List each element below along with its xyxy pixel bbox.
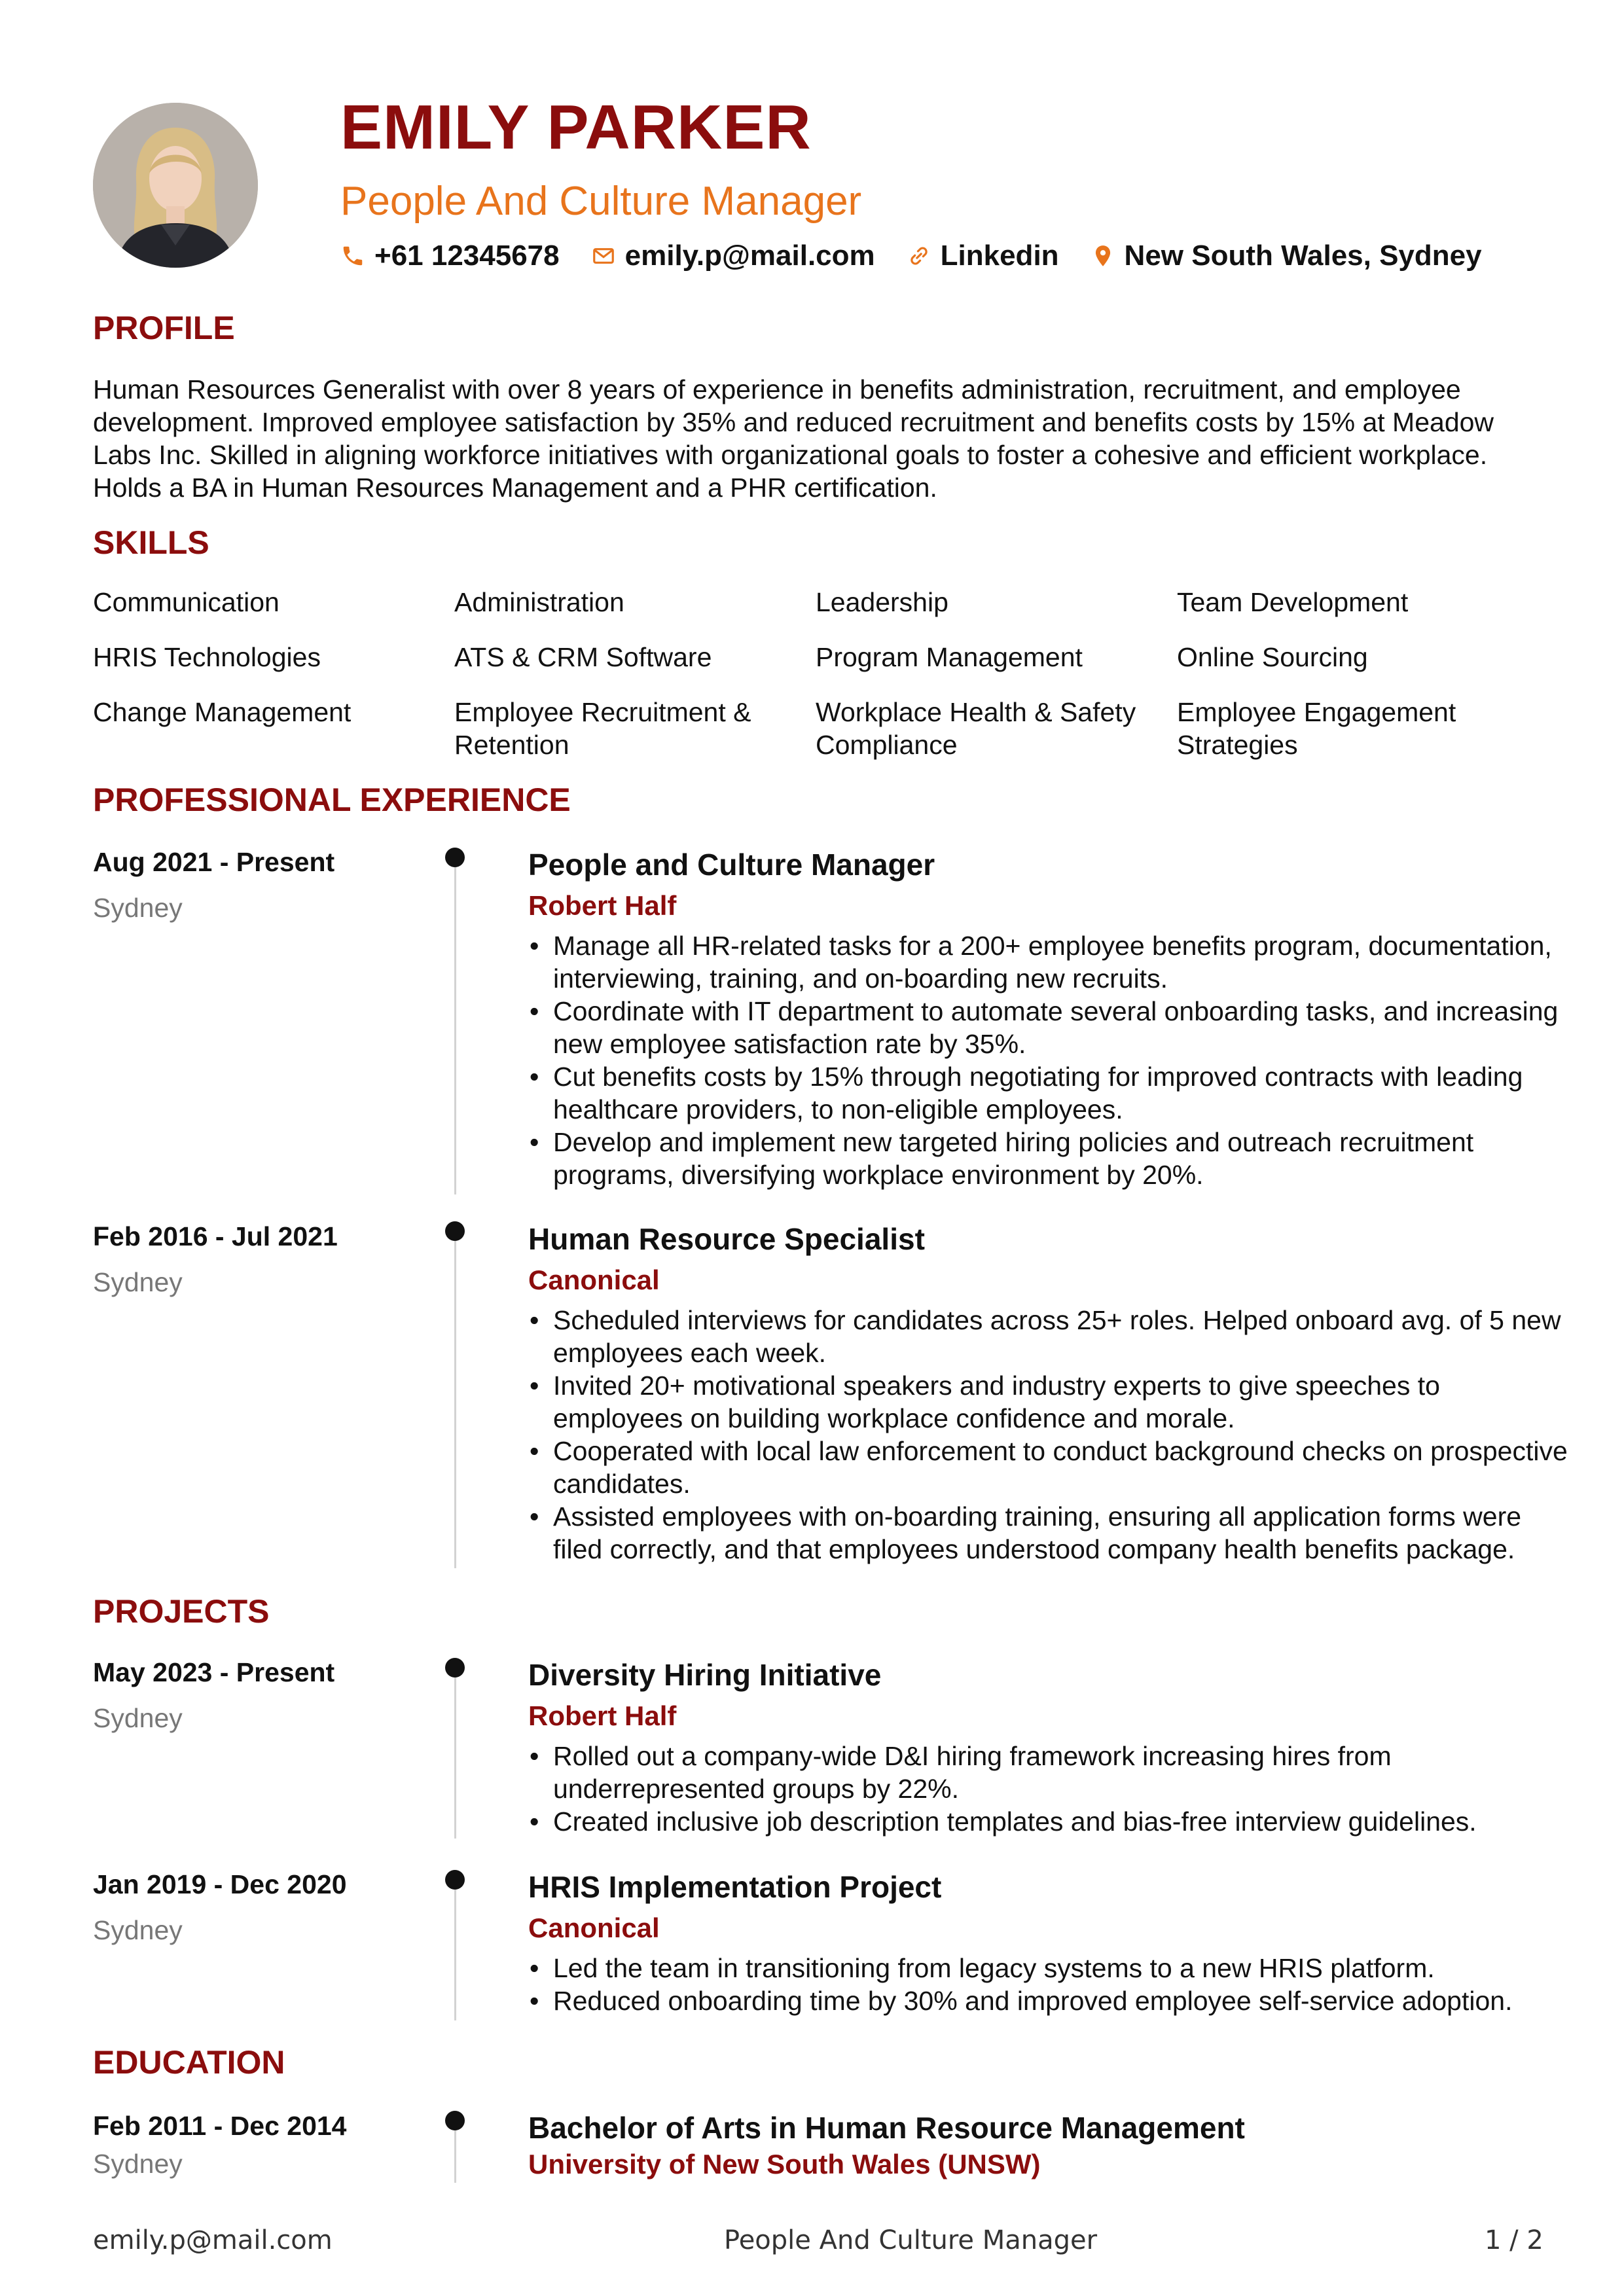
bullet-item: • Reduced onboarding time by 30% and improved employee self-service adoption. xyxy=(528,1984,1569,2017)
skill-item: Leadership xyxy=(816,587,948,617)
projects-heading: PROJECTS xyxy=(93,1593,270,1630)
avatar xyxy=(93,103,258,268)
profile-summary: Human Resources Generalist with over 8 years of experience in benefits administration, recruitment, and employee development. Improved employee satisfaction by 35% and reduced recruitment and benefits costs by 15% at Meadow Labs Inc. Skilled in aligning workforce initiatives with organizational goals to foster a cohesive and efficient workplace. Holds a BA in Human Resources Management and a PHR certification. xyxy=(93,374,1494,503)
timeline-dot xyxy=(445,1658,465,1677)
bullet-item: • Scheduled interviews for candidates across 25+ roles. Helped onboard avg. of 5 new employees each week. xyxy=(528,1304,1569,1369)
company-name: Robert Half xyxy=(528,890,677,921)
mail-icon xyxy=(591,243,616,268)
bullet-item: • Invited 20+ motivational speakers and industry experts to give speeches to employees on building workplace confidence and morale. xyxy=(528,1369,1569,1435)
footer-title: People And Culture Manager xyxy=(724,2225,1098,2255)
contact-bar xyxy=(340,240,1513,272)
project-entry xyxy=(528,1867,1569,2017)
experience-dates: Aug 2021 - Present xyxy=(93,847,335,877)
experience-location: Sydney xyxy=(93,893,183,923)
education-entry xyxy=(528,2109,1569,2182)
bullet-item: • Created inclusive job description templates and bias-free interview guidelines. xyxy=(528,1805,1569,1838)
education-location: Sydney xyxy=(93,2149,183,2179)
timeline-dot xyxy=(445,1870,465,1890)
contact-location xyxy=(1091,240,1482,272)
skills-grid xyxy=(93,586,1533,761)
skills-heading: SKILLS xyxy=(93,524,209,561)
skill-item: Communication xyxy=(93,587,280,617)
bullet-item: • Coordinate with IT department to automate several onboarding tasks, and increasing new employee satisfaction rate by 35%. xyxy=(528,995,1569,1060)
bullet-item: • Develop and implement new targeted hiring policies and outreach recruitment programs, diversifying workplace environment by 20%. xyxy=(528,1126,1569,1191)
project-location: Sydney xyxy=(93,1915,183,1945)
candidate-name: EMILY PARKER xyxy=(340,92,812,162)
location-text: New South Wales, Sydney xyxy=(1124,240,1482,272)
experience-entry xyxy=(528,844,1569,1191)
timeline-line xyxy=(454,1241,456,1568)
phone-text: +61 12345678 xyxy=(374,240,560,272)
experience-heading: PROFESSIONAL EXPERIENCE xyxy=(93,781,571,818)
footer-email: emily.p@mail.com xyxy=(93,2225,333,2255)
bullet-item: • Manage all HR-related tasks for a 200+ employee benefits program, documentation, interviewing, training, and on-boarding new recruits. xyxy=(528,929,1569,995)
skill-item: Online Sourcing xyxy=(1177,642,1368,672)
email-text: emily.p@mail.com xyxy=(624,240,875,272)
bullet-item: • Rolled out a company-wide D&I hiring framework increasing hires from underrepresented groups by 22%. xyxy=(528,1740,1569,1805)
project-org: Canonical xyxy=(528,1912,660,1943)
skill-item: Employee Recruitment & Retention xyxy=(454,697,751,760)
skill-item: Program Management xyxy=(816,642,1083,672)
skill-item: Team Development xyxy=(1177,587,1409,617)
timeline-dot xyxy=(445,2111,465,2130)
timeline-line xyxy=(454,867,456,1194)
skill-item: Administration xyxy=(454,587,624,617)
timeline-dot xyxy=(445,1221,465,1241)
company-name: Canonical xyxy=(528,1265,660,1295)
skill-item: Workplace Health & Safety Compliance xyxy=(816,697,1136,760)
bullet-list xyxy=(528,929,1569,1191)
link-icon xyxy=(907,243,931,268)
bullet-list xyxy=(528,1740,1569,1838)
location-pin-icon xyxy=(1091,243,1115,268)
avatar-portrait-icon xyxy=(93,103,258,268)
experience-entry xyxy=(528,1219,1569,1566)
phone-icon xyxy=(340,243,365,268)
project-title: Diversity Hiring Initiative xyxy=(528,1658,882,1692)
bullet-item: • Cooperated with local law enforcement to conduct background checks on prospective candidates. xyxy=(528,1435,1569,1500)
school-name: University of New South Wales (UNSW) xyxy=(528,2149,1041,2179)
contact-phone[interactable] xyxy=(340,240,560,272)
candidate-title: People And Culture Manager xyxy=(340,179,862,224)
skill-item: HRIS Technologies xyxy=(93,642,321,672)
timeline-dot xyxy=(445,848,465,867)
timeline-line xyxy=(454,1890,456,2020)
job-title: People and Culture Manager xyxy=(528,848,935,882)
bullet-list xyxy=(528,1952,1569,2017)
bullet-list xyxy=(528,1304,1569,1566)
skill-item: Change Management xyxy=(93,697,352,727)
profile-heading: PROFILE xyxy=(93,310,235,346)
project-dates: May 2023 - Present xyxy=(93,1657,335,1687)
skill-item: ATS & CRM Software xyxy=(454,642,712,672)
education-dates: Feb 2011 - Dec 2014 xyxy=(93,2111,347,2141)
skill-item: Employee Engagement Strategies xyxy=(1177,697,1456,760)
bullet-item: • Led the team in transitioning from legacy systems to a new HRIS platform. xyxy=(528,1952,1569,1984)
contact-linkedin[interactable] xyxy=(907,240,1059,272)
project-location: Sydney xyxy=(93,1703,183,1733)
job-title: Human Resource Specialist xyxy=(528,1222,925,1256)
degree-title: Bachelor of Arts in Human Resource Management xyxy=(528,2111,1245,2145)
timeline-line xyxy=(454,2130,456,2183)
project-org: Robert Half xyxy=(528,1700,677,1731)
linkedin-link: Linkedin xyxy=(940,240,1059,272)
contact-email[interactable] xyxy=(591,240,875,272)
education-heading: EDUCATION xyxy=(93,2044,285,2081)
project-dates: Jan 2019 - Dec 2020 xyxy=(93,1869,347,1899)
bullet-item: • Assisted employees with on-boarding training, ensuring all application forms were filed correctly, and that employees understood company health benefits package. xyxy=(528,1500,1569,1566)
footer-page-number: 1 / 2 xyxy=(1485,2225,1543,2255)
bullet-item: • Cut benefits costs by 15% through negotiating for improved contracts with leading healthcare providers, to non-eligible employees. xyxy=(528,1060,1569,1126)
experience-dates: Feb 2016 - Jul 2021 xyxy=(93,1221,338,1251)
project-title: HRIS Implementation Project xyxy=(528,1870,942,1904)
experience-location: Sydney xyxy=(93,1267,183,1297)
timeline-line xyxy=(454,1677,456,1839)
project-entry xyxy=(528,1655,1569,1838)
